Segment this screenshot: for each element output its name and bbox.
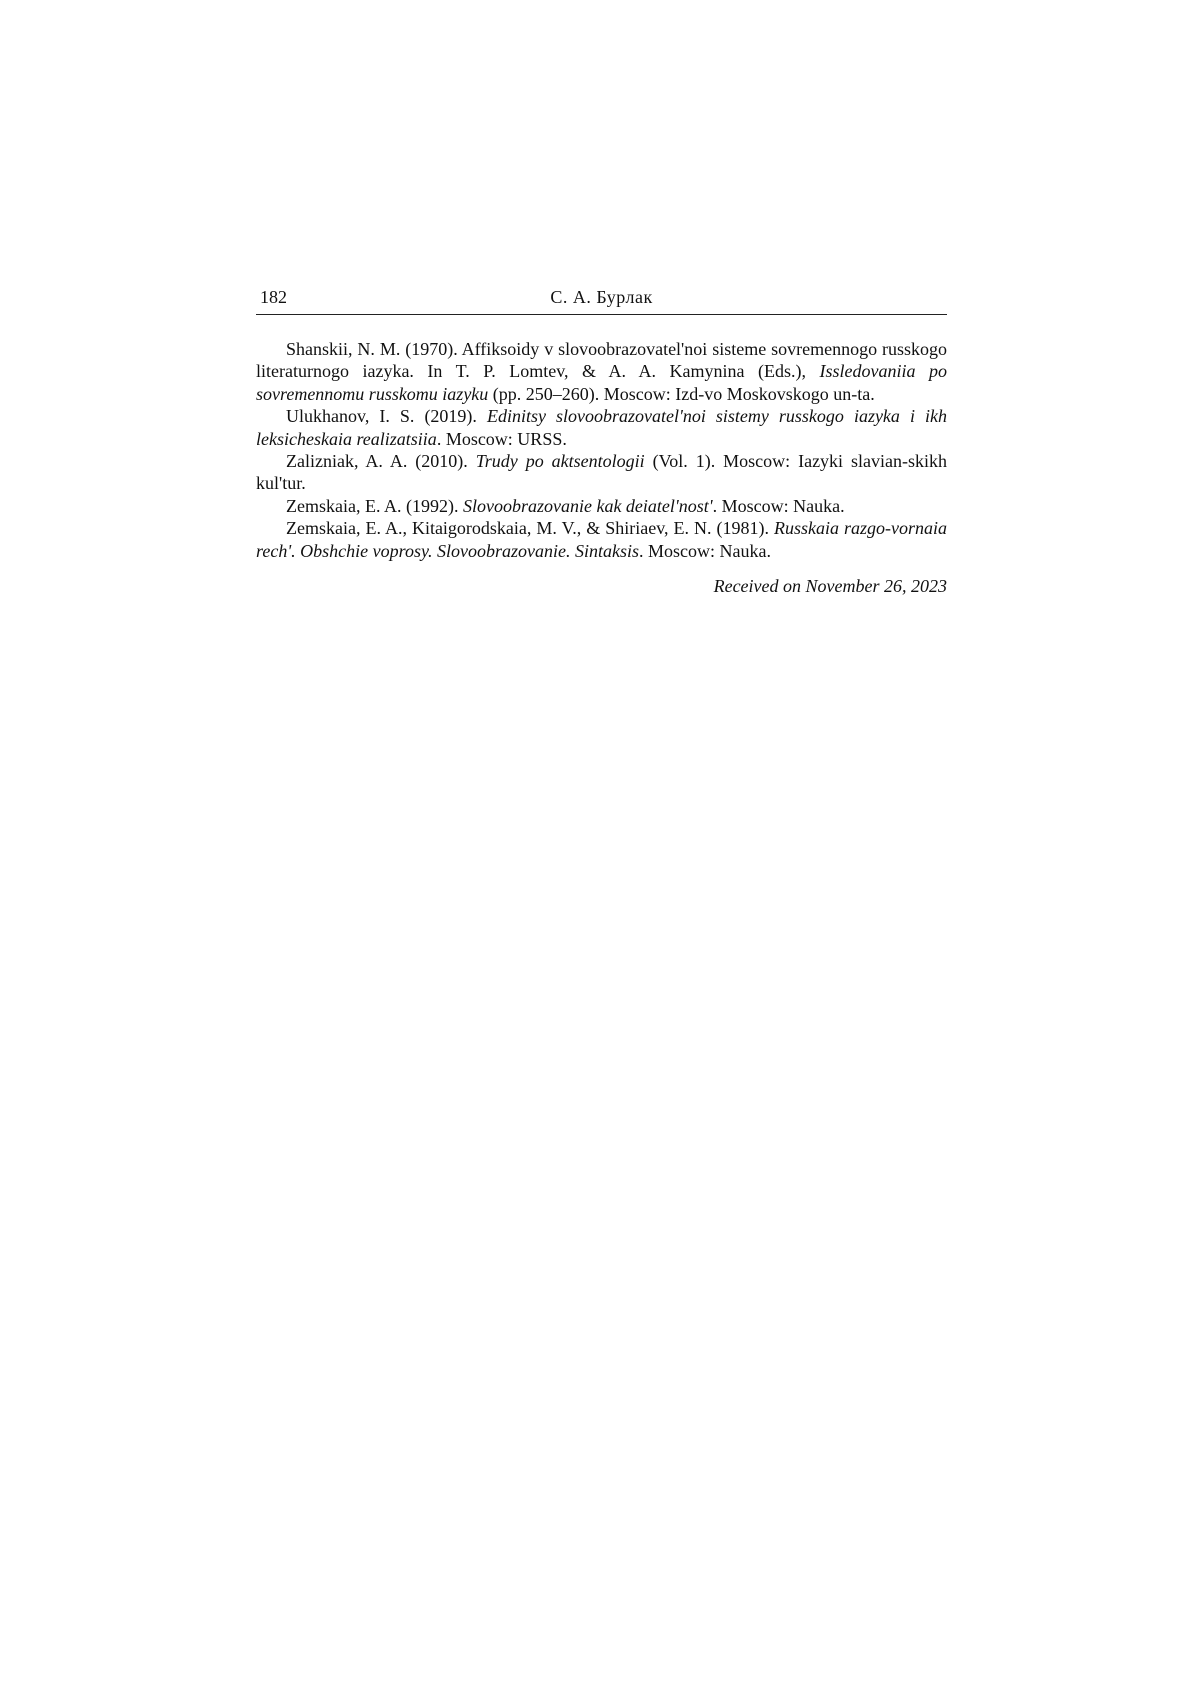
- reference-item: [256, 338, 947, 405]
- reference-item: [256, 495, 947, 517]
- reference-text: Shanskii, N. M. (1970). Affiksoidy v slovoobrazovatel'noi sisteme sovremennogo russkogo literaturnogo iazyka. In T. P. Lomtev, & A. A. Kamynina (Eds.),: [256, 339, 947, 382]
- reference-text: . Moscow: Nauka.: [638, 540, 771, 561]
- received-date: Received on November 26, 2023: [713, 576, 947, 597]
- page-number: 182: [260, 287, 287, 307]
- reference-title: Trudy po aktsentologii: [475, 451, 645, 472]
- reference-item: [256, 450, 947, 495]
- reference-text: Zalizniak, A. A. (2010).: [286, 451, 476, 472]
- reference-item: [256, 517, 947, 562]
- reference-text: Zemskaia, E. A., Kitaigorodskaia, M. V., & Shiriaev, E. N. (1981).: [286, 518, 774, 539]
- reference-title: Edinitsy slovoobrazovatel'noi sistemy russkogo iazyka i ikh leksicheskaia realizatsiia: [256, 406, 947, 449]
- reference-text: (pp. 250–260). Moscow: Izd-vo Moskovskogo un-ta.: [488, 383, 875, 404]
- running-title: С. А. Бурлак: [550, 287, 653, 307]
- reference-title: Russkaia razgo-vornaia rech'. Obshchie voprosy. Slovoobrazovanie. Sintaksis: [256, 518, 947, 561]
- reference-text: (Vol. 1). Moscow: Iazyki slavian-skikh kul'tur.: [256, 451, 947, 494]
- reference-list: [256, 338, 947, 562]
- reference-text: Ulukhanov, I. S. (2019).: [286, 406, 487, 427]
- reference-text: . Moscow: URSS.: [436, 428, 567, 449]
- reference-item: [256, 405, 947, 450]
- running-head: [256, 284, 947, 315]
- reference-text: . Moscow: Nauka.: [712, 495, 845, 516]
- document-page: [256, 284, 947, 597]
- reference-title: Slovoobrazovanie kak deiatel'nost': [462, 495, 713, 516]
- reference-text: Zemskaia, E. A. (1992).: [286, 495, 463, 516]
- reference-title: Issledovaniia po sovremennomu russkomu iazyku: [256, 361, 947, 404]
